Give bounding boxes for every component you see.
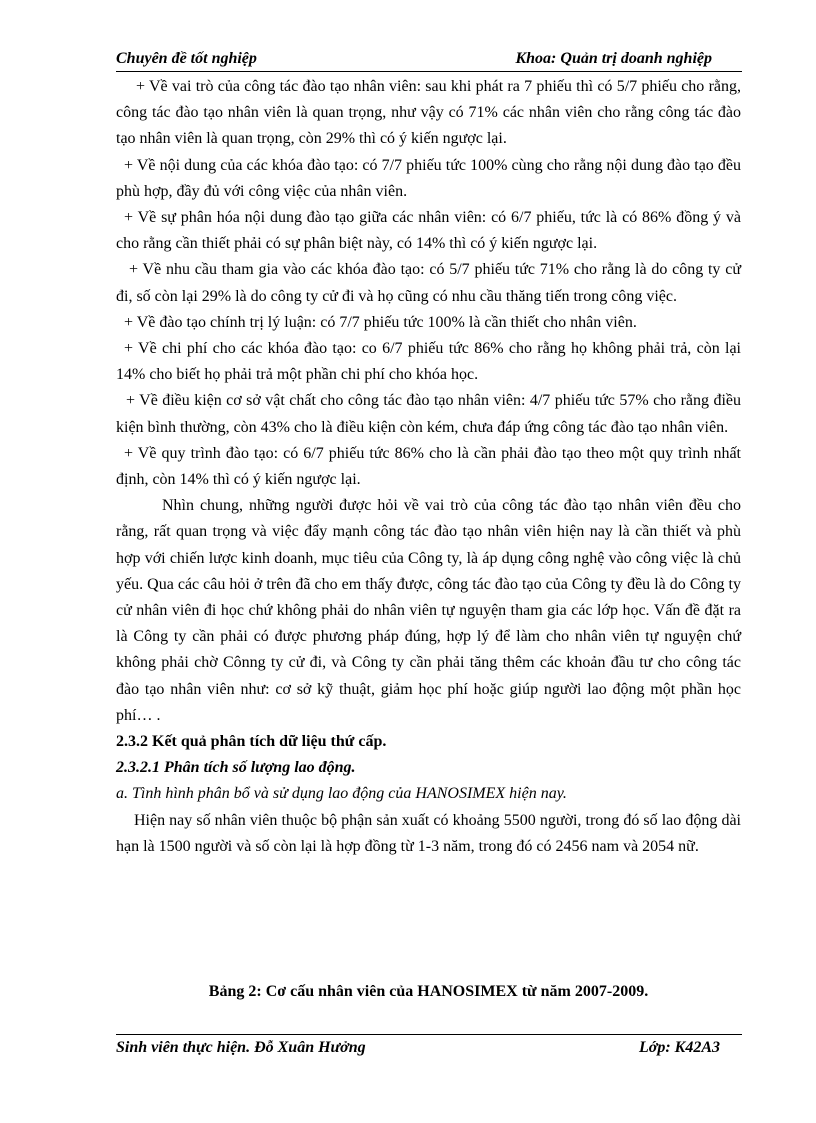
subsubsection-heading: a. Tình hình phân bổ và sử dụng lao động của HANOSIMEX hiện nay.: [116, 785, 567, 803]
survey-bullet-facilities: + Về điều kiện cơ sở vật chất cho công tác đào tạo nhân viên: 4/7 phiếu tức 57% cho rằng điều kiện bình thường, còn 43% cho là điều kiện còn kém, chưa đáp ứng công tác đào tạo nhân viên.: [116, 392, 741, 436]
summary-paragraph: Nhìn chung, những người được hỏi về vai trò của công tác đào tạo nhân viên đều cho rằng, rất quan trọng và việc đẩy mạnh công tác đào tạo nhân viên hiện nay là cần thiết và phù hợp với chiến lược kinh doanh, mục tiêu của Công ty, là áp dụng công nghệ vào công việc là chủ yếu. Qua các câu hỏi ở trên đã cho em thấy được, công tác đào tạo của Công ty đều là do Công ty cử nhân viên đi học chứ không phải do nhân viên tự nguyện tham gia các lớp học. Vấn đề đặt ra là Công ty cần phải có được phương pháp đúng, hợp lý để làm cho nhân viên tự nguyện chứ không phải chờ Cônng ty cử đi, và Công ty cần phải tăng thêm các khoản đầu tư cho công tác đào tạo nhân viên như: cơ sở kỹ thuật, giảm học phí hoặc giúp người lao động một phần học phí… .: [116, 497, 741, 724]
survey-bullet-differentiation: + Về sự phân hóa nội dung đào tạo giữa các nhân viên: có 6/7 phiếu, tức là có 86% đồng ý và cho rằng cần thiết phải có sự phân biệt này, có 14% thì có ý kiến ngược lại.: [116, 209, 741, 253]
section-heading: 2.3.2 Kết quả phân tích dữ liệu thứ cấp.: [116, 733, 387, 751]
workforce-paragraph: Hiện nay số nhân viên thuộc bộ phận sản xuất có khoảng 5500 người, trong đó số lao động dài hạn là 1500 người và số còn lại là hợp đồng từ 1-3 năm, trong đó có 2456 nam và 2054 nữ.: [116, 811, 741, 855]
survey-bullet-role: + Về vai trò của công tác đào tạo nhân viên: sau khi phát ra 7 phiếu thì có 5/7 phiếu cho rằng, công tác đào tạo nhân viên là quan trọng, như vậy có 71% các nhân viên cho rằng công tác đào tạo nhân viên là quan trọng, còn 29% thì có ý kiến ngược lại.: [116, 78, 741, 148]
page-footer: [116, 1034, 742, 1057]
header-course-title: Chuyên đề tốt nghiệp: [116, 50, 257, 67]
survey-bullet-cost: + Về chi phí cho các khóa đào tạo: co 6/7 phiếu tức 86% cho rằng họ không phải trả, còn lại 14% cho biết họ phải trả một phần chi phí cho khóa học.: [116, 340, 741, 384]
table-caption: Bảng 2: Cơ cấu nhân viên của HANOSIMEX từ năm 2007-2009.: [208, 983, 649, 1000]
footer-class: Lớp: K42A3: [638, 1039, 720, 1056]
footer-student-name: Sinh viên thực hiện. Đỗ Xuân Hưởng: [116, 1039, 366, 1056]
survey-bullet-politics: + Về đào tạo chính trị lý luận: có 7/7 phiếu tức 100% là cần thiết cho nhân viên.: [124, 313, 637, 331]
survey-bullet-content: + Về nội dung của các khóa đào tạo: có 7/7 phiếu tức 100% cùng cho rằng nội dung đào tạo đều phù hợp, đầy đủ với công việc của nhân viên.: [116, 156, 741, 200]
header-faculty: Khoa: Quản trị doanh nghiệp: [515, 50, 712, 67]
document-body: [116, 74, 741, 860]
survey-bullet-participation: + Về nhu cầu tham gia vào các khóa đào tạo: có 5/7 phiếu tức 71% cho rằng là do công ty cử đi, số còn lại 29% là do công ty cử đi và họ cũng có nhu cầu thăng tiến trong công việc.: [116, 261, 741, 305]
survey-bullet-process: + Về quy trình đào tạo: có 6/7 phiếu tức 86% cho là cần phải đào tạo theo một quy trình nhất định, còn 14% thì có ý kiến ngược lại.: [116, 444, 741, 489]
subsection-heading: 2.3.2.1 Phân tích số lượng lao động.: [116, 759, 356, 777]
page-header: [116, 50, 742, 72]
